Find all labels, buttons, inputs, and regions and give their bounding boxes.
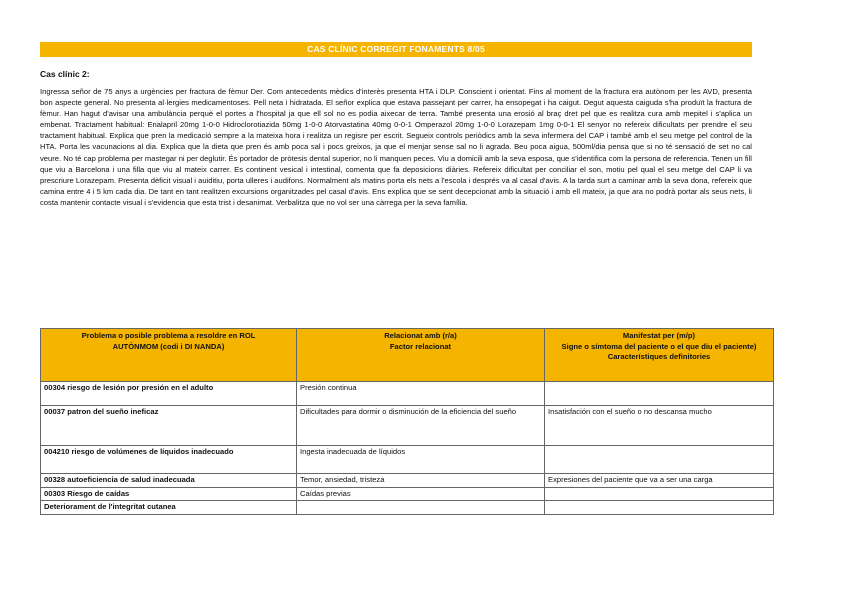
table-row (41, 474, 774, 488)
related-cell: Ingesta inadecuada de líquidos (297, 446, 545, 474)
diagnosis-cell: 004210 riesgo de volúmenes de líquidos inadecuado (41, 446, 297, 474)
manifest-cell (545, 446, 774, 474)
manifest-cell (545, 382, 774, 406)
related-cell: Caídas previas (297, 487, 545, 501)
header-problem: Problema o posible problema a resoldre en ROL AUTÒNMOM (codi i DI NANDA) (41, 329, 297, 382)
related-cell (297, 501, 545, 515)
header-related: Relacionat amb (r/a) Factor relacionat (297, 329, 545, 382)
manifest-cell: Insatisfación con el sueño o no descansa mucho (545, 406, 774, 446)
nursing-diagnosis-table (40, 328, 774, 515)
header-manifest: Manifestat per (m/p) Signe o símtoma del paciente o el que diu el paciente) Característiques definitories (545, 329, 774, 382)
related-cell: Dificultades para dormir o disminución de la eficiencia del sueño (297, 406, 545, 446)
case-title: Cas clínic 2: (40, 69, 90, 79)
table-row (41, 501, 774, 515)
related-cell: Temor, ansiedad, tristeza (297, 474, 545, 488)
document-banner: CAS CLÍNIC CORREGIT FONAMENTS 8/05 (40, 42, 752, 57)
diagnosis-cell: 00037 patron del sueño ineficaz (41, 406, 297, 446)
manifest-cell: Expresiones del paciente que va a ser una carga (545, 474, 774, 488)
case-description: Ingressa señor de 75 anys a urgències per fractura de fèmur Der. Com antecedents mèdics d'interès presenta HTA i DLP. Conscient i orientat. Fins al moment de la fractura era autònom per les AVD, presenta bon aspecte general. No presenta al·lergies medicamentoses. Pell neta i hidratada. El señor explica que estava passejant per carrer, ha ensopegat i ha caigut. Degut aquesta caiguda s'ha produït la fractura de fèmur. Han hagut d'avisar una ambulància perquè el portes a l'hospital ja que ell sol no es podia aixecar de terra. També presenta una erosió al braç dret pel que es realitza cura amb mepitel i s'aplica un embenat. Tractament habitual: Enalapril 20mg 1-0-0 Hidroclorotiazida 50mg 1-0-0 Atorvastatina 40mg 0-0-1 Omperazol 20mg 1-0-0 Lorazepam 1mg 0-0-1 El senyor no refereix dificultats per prendre el seu tractament habitual. Explica que pren la medicació sempre a la mateixa hora i realitza un regisre per escrit. Segueix controls periòdics amb la seva infermera del CAP i també amb el seu metge pel control de la HTA. Porta les vacunacions al dia. Explica que la dieta que pren és amb poca sal i pocs greixos, ja que el menjar sense sal no li agrada. Beu poca aigua, 500ml/dia pensa que si no té sensació de set no cal veure. No té cap problema per mastegar ni per deglutir. És portador de pròtesis dental superior, no li manquen peces. Viu a domicili amb la seva esposa, que s'identifica com la persona de referencia. Tenen un fill que viu a Barcelona i una filla que viu al mateix carrer. Es continent vesical i intestinal, comenta que fa deposicions diàries. Refereix dificultat per conciliar el son, motiu pel qual el seu metge del CAP li va prescriure Lorazepam. Presenta dèficit visual i auiditiu, porta ulleres i audifons. Normalment als matins porta els nets a l'escola i després va al casal d'avis. A la tarda surt a caminar amb la seva dona, refereix que camina entre 4 i 5 km cada dia. De tant en tant realitzen excursions organitzades pel casal d'avis. Ens explica que se sent decepcionat amb la situació i amb ell mateix, ja que ara no podrà portar als seus nets, li costa mantenir contacte visual i s'evidencia que esta trist i desanimat. Verbalitza que no vol ser una càrrega per la seva família. (40, 87, 752, 207)
table-row (41, 382, 774, 406)
table-row (41, 406, 774, 446)
diagnosis-cell: 00328 autoeficiencia de salud inadecuada (41, 474, 297, 488)
diagnosis-cell: 00304 riesgo de lesión por presión en el adulto (41, 382, 297, 406)
table-row (41, 487, 774, 501)
diagnosis-cell: 00303 Riesgo de caídas (41, 487, 297, 501)
table-row (41, 446, 774, 474)
diagnosis-cell: Deteriorament de l'integritat cutanea (41, 501, 297, 515)
table-header-row (41, 329, 774, 382)
manifest-cell (545, 487, 774, 501)
manifest-cell (545, 501, 774, 515)
related-cell: Presión continua (297, 382, 545, 406)
